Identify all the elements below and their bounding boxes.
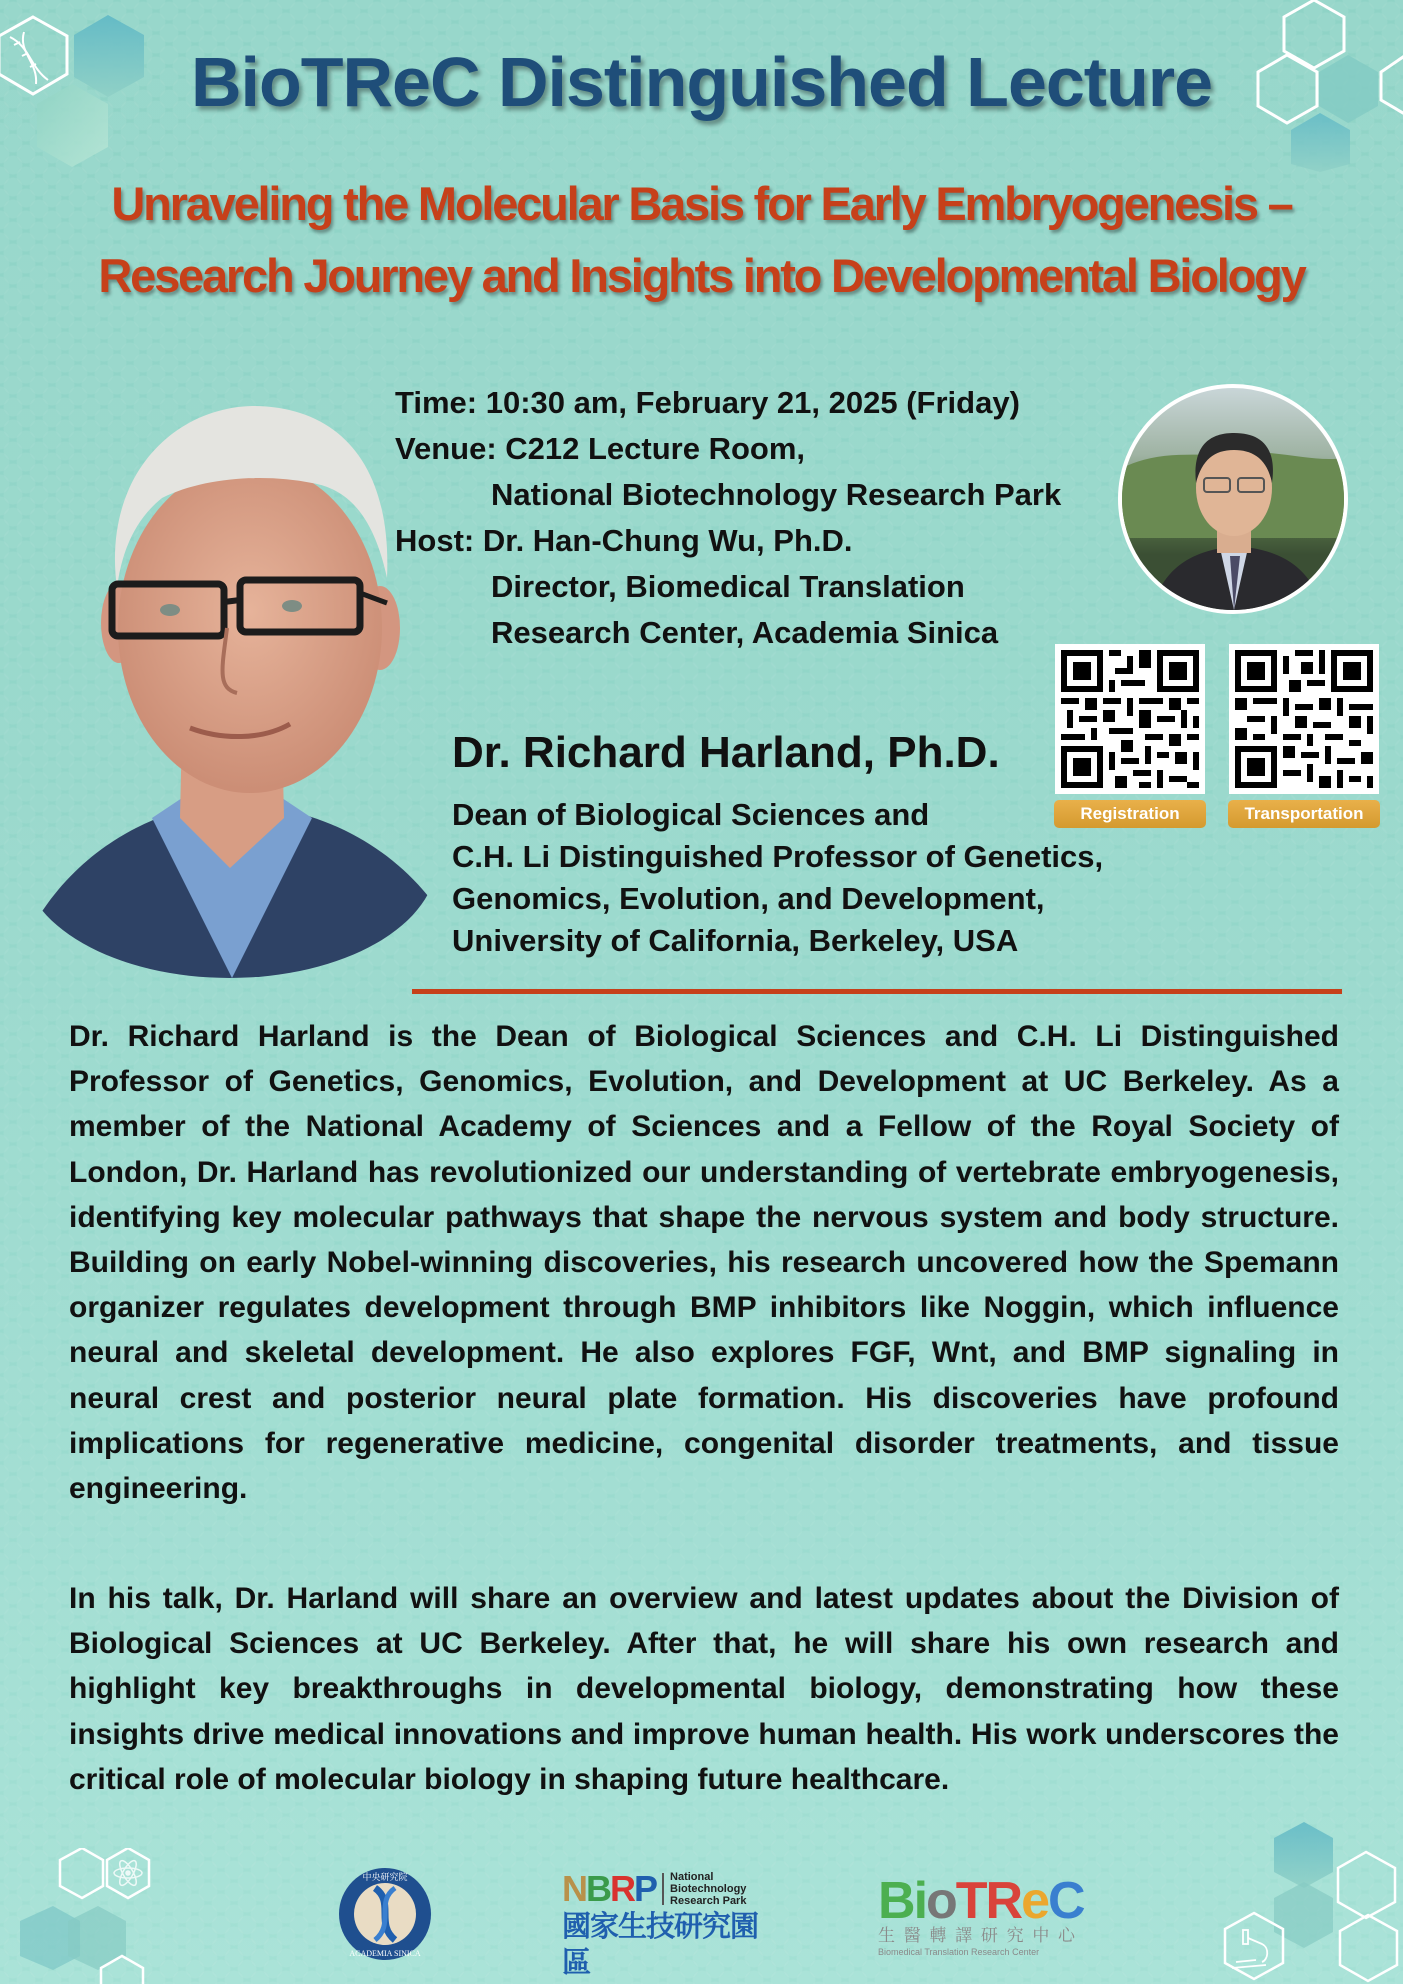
academia-sinica-logo	[337, 1866, 433, 1967]
qr-code-icon	[1055, 644, 1205, 794]
biotrec-english-name: Biomedical Translation Research Center	[878, 1947, 1040, 1957]
speaker-title-line: University of California, Berkeley, USA	[452, 923, 1019, 958]
event-host-title-1: Director, Biomedical Translation	[491, 569, 965, 604]
microscope-icon	[1232, 1930, 1267, 1968]
registration-label[interactable]: Registration	[1054, 800, 1206, 828]
biotrec-logo	[878, 1872, 1098, 1957]
academia-sinica-seal-icon	[337, 1866, 433, 1962]
host-portrait-illustration	[1122, 388, 1344, 610]
nbrp-english-name: National Biotechnology Research Park	[670, 1871, 747, 1907]
bio-paragraph-2: In his talk, Dr. Harland will share an overview and latest updates about the Division of Biological Sciences at UC Berkeley. After that, he will share his own research and highlight key breakthroughs in developmental biology, demonstrating how these insights drive medical innovations and improve human health. His work underscores the critical role of molecular biology in shaping future healthcare.	[69, 1582, 1339, 1796]
event-venue: Venue: C212 Lecture Room,	[395, 431, 806, 466]
transportation-label[interactable]: Transportation	[1228, 800, 1380, 828]
section-divider	[412, 989, 1342, 994]
event-host-title-2: Research Center, Academia Sinica	[491, 615, 999, 650]
event-host: Host: Dr. Han-Chung Wu, Ph.D.	[395, 523, 853, 558]
speaker-title-line: Dean of Biological Sciences and	[452, 797, 930, 832]
decor-hexagons-bottom-left	[18, 1848, 178, 1984]
biotrec-chinese-name: 生 醫 轉 譯 研 究 中 心	[878, 1926, 1078, 1945]
svg-text:中央研究院: 中央研究院	[362, 1873, 408, 1883]
speaker-name: Dr. Richard Harland, Ph.D.	[452, 728, 1000, 777]
decor-hexagons-bottom-right	[1218, 1820, 1403, 1984]
lecture-series-title: BioTReC Distinguished Lecture	[190, 43, 1213, 121]
biotrec-wordmark: BioTReC	[878, 1872, 1084, 1930]
speaker-title-line: C.H. Li Distinguished Professor of Genetics,	[452, 839, 1104, 874]
speaker-portrait-illustration	[22, 388, 437, 978]
host-photo	[1118, 384, 1348, 614]
bio-paragraph-1: Dr. Richard Harland is the Dean of Biological Sciences and C.H. Li Distinguished Professor of Genetics, Genomics, Evolution, and Development at UC Berkeley. As a member of the National Academy of Sciences and a Fellow of the Royal Society of London, Dr. Harland has revolutionized our understanding of vertebrate embryogenesis, identifying key molecular pathways that shape the nervous system and body structure. Building on early Nobel-winning discoveries, his research uncovered how the Spemann organizer regulates development through BMP inhibitors like Noggin, which influence neural and skeletal development. He also explores FGF, Wnt, and BMP signaling in neural crest and posterior neural plate formation. His discoveries have profound implications for regenerative medicine, congenital disorder treatments, and tissue engineering.	[69, 1020, 1339, 1506]
talk-title-line-2: Research Journey and Insights into Developmental Biology	[98, 249, 1305, 302]
atom-icon	[114, 1858, 142, 1887]
event-venue-detail: National Biotechnology Research Park	[491, 477, 1062, 512]
transportation-qr-code[interactable]	[1229, 644, 1379, 794]
nbrp-acronym: NBRP	[562, 1868, 657, 1909]
speaker-affiliation	[452, 794, 1103, 962]
speaker-title-line: Genomics, Evolution, and Development,	[452, 881, 1045, 916]
qr-code-icon	[1229, 644, 1379, 794]
registration-qr-code[interactable]	[1055, 644, 1205, 794]
speaker-photo	[22, 388, 437, 978]
svg-text:ACADEMIA SINICA: ACADEMIA SINICA	[349, 1949, 421, 1958]
nbrp-logo	[562, 1868, 772, 1979]
event-time: Time: 10:30 am, February 21, 2025 (Friday)	[395, 385, 1020, 420]
nbrp-chinese-name: 國家生技研究園區	[562, 1909, 759, 1979]
event-details	[395, 380, 1061, 656]
talk-title-line-1: Unraveling the Molecular Basis for Early Embryogenesis –	[111, 177, 1292, 230]
